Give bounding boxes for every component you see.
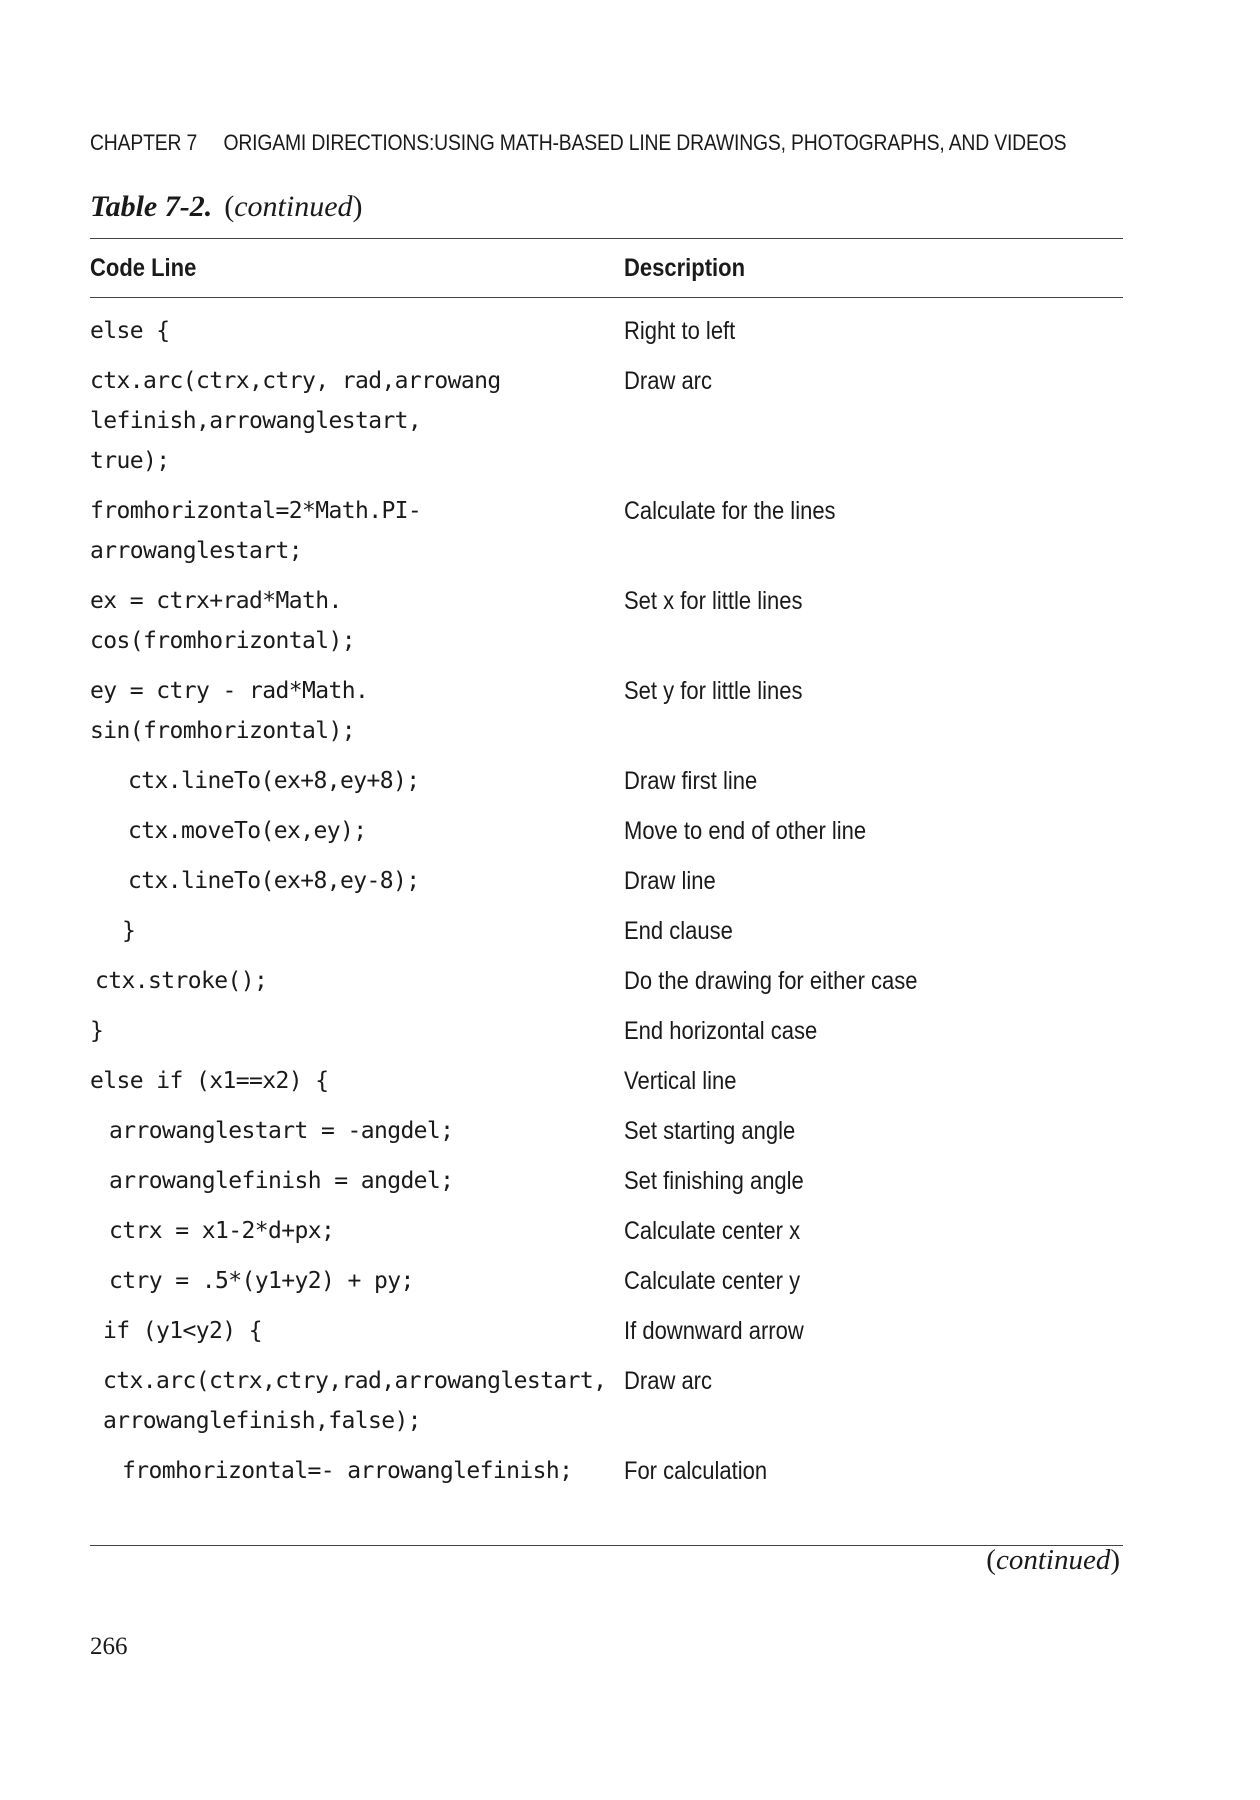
chapter-title: ORIGAMI DIRECTIONS:USING MATH-BASED LINE DRAWINGS, PHOTOGRAPHS, AND VIDEOS <box>223 130 1067 155</box>
table-top-rule <box>90 238 1123 239</box>
code-cell: ctx.moveTo(ex,ey); <box>128 818 367 844</box>
description-cell: Set starting angle <box>624 1117 796 1145</box>
table-bottom-rule <box>90 1545 1123 1546</box>
code-cell: arrowanglefinish = angdel; <box>109 1168 454 1194</box>
description-cell: End clause <box>624 917 733 945</box>
code-cell: arrowanglestart = -angdel; <box>109 1118 454 1144</box>
description-cell: Calculate center y <box>624 1267 801 1295</box>
description-cell: End horizontal case <box>624 1017 818 1045</box>
description-cell: Calculate for the lines <box>624 497 836 525</box>
description-cell: Draw first line <box>624 767 758 795</box>
table-caption-label: Table 7-2. <box>90 190 213 223</box>
running-head <box>90 130 1066 156</box>
table-header-rule <box>90 297 1123 298</box>
description-cell: If downward arrow <box>624 1317 804 1345</box>
description-cell: Draw arc <box>624 367 713 395</box>
code-cell: else { <box>90 318 170 344</box>
description-cell: Move to end of other line <box>624 817 867 845</box>
continued-note-text: continued <box>995 1544 1111 1576</box>
description-cell: Set finishing angle <box>624 1167 804 1195</box>
code-cell: ctry = .5*(y1+y2) + py; <box>109 1268 414 1294</box>
code-cell: ctx.lineTo(ex+8,ey-8); <box>128 868 420 894</box>
code-cell: ex = ctrx+rad*Math. cos(fromhorizontal); <box>90 588 355 654</box>
column-header-description: Description <box>624 254 746 282</box>
code-cell: ey = ctry - rad*Math. sin(fromhorizontal); <box>90 678 369 744</box>
description-cell: Draw arc <box>624 1367 713 1395</box>
code-cell: ctrx = x1-2*d+px; <box>109 1218 335 1244</box>
code-cell: if (y1<y2) { <box>103 1318 262 1344</box>
description-cell: Draw line <box>624 867 716 895</box>
code-cell: ctx.arc(ctrx,ctry,rad,arrowanglestart, arrowanglefinish,false); <box>103 1368 607 1434</box>
description-cell: Set y for little lines <box>624 677 803 705</box>
code-cell: } <box>122 918 136 944</box>
code-cell: else if (x1==x2) { <box>90 1068 329 1094</box>
continued-note: (continued) <box>986 1544 1120 1576</box>
code-cell: ctx.arc(ctrx,ctry, rad,arrowang lefinish,arrowanglestart, true); <box>90 368 501 474</box>
code-cell: fromhorizontal=2*Math.PI- arrowanglestart; <box>90 498 422 564</box>
table-caption-continued: continued <box>234 190 353 223</box>
description-cell: Do the drawing for either case <box>624 967 918 995</box>
code-cell: ctx.lineTo(ex+8,ey+8); <box>128 768 420 794</box>
page-number: 266 <box>90 1633 128 1660</box>
column-header-code-line: Code Line <box>90 254 197 282</box>
chapter-label: CHAPTER 7 <box>90 130 198 155</box>
description-cell: Right to left <box>624 317 736 345</box>
description-cell: For calculation <box>624 1457 768 1485</box>
description-cell: Calculate center x <box>624 1217 801 1245</box>
code-cell: ctx.stroke(); <box>95 968 268 994</box>
description-cell: Vertical line <box>624 1067 737 1095</box>
table-caption: Table 7-2. (continued) <box>90 190 363 223</box>
code-cell: } <box>90 1018 104 1044</box>
description-cell: Set x for little lines <box>624 587 803 615</box>
code-cell: fromhorizontal=- arrowanglefinish; <box>122 1458 573 1484</box>
